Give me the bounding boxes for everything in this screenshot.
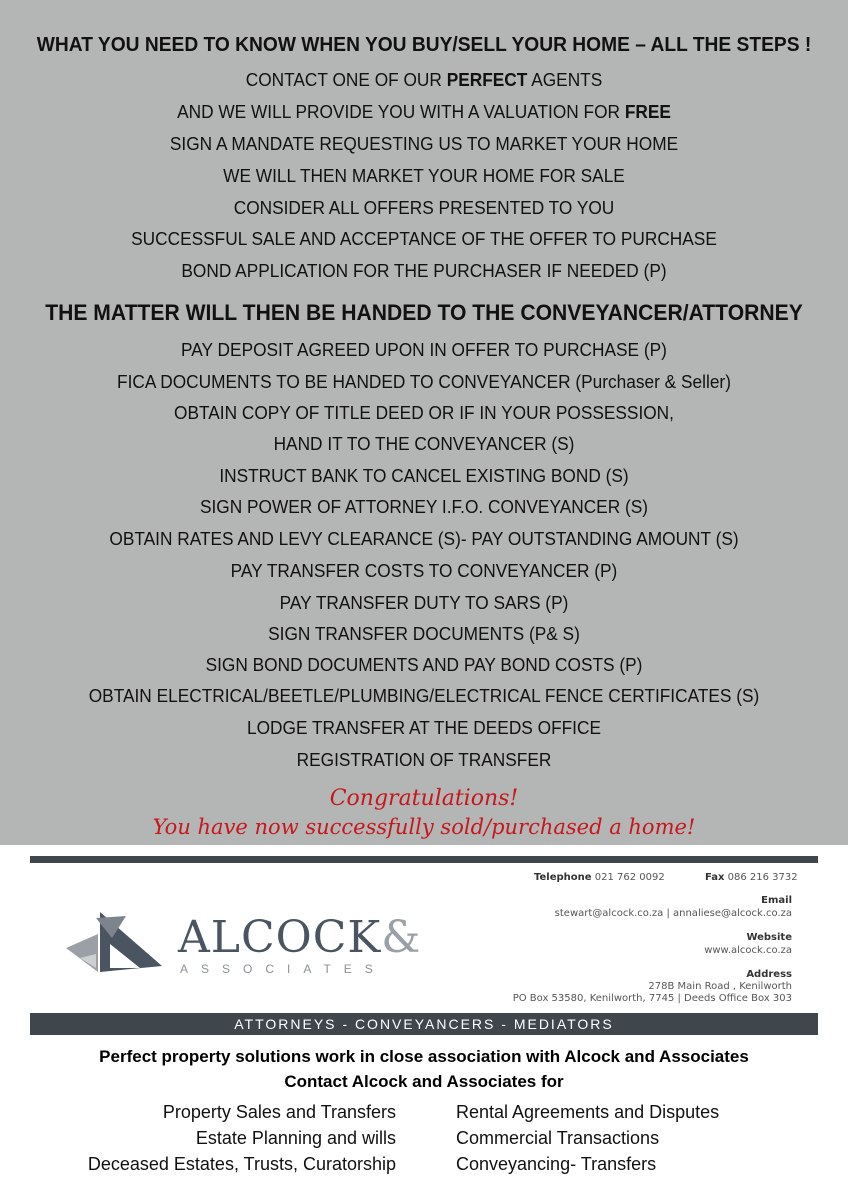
congrats-message: You have now successfully sold/purchased a home!	[152, 815, 696, 839]
conveyancer-step: REGISTRATION OF TRANSFER	[296, 750, 552, 770]
conveyancer-step: OBTAIN COPY OF TITLE DEED OR IF IN YOUR POSSESSION,	[174, 403, 674, 423]
conveyancer-step: HAND IT TO THE CONVEYANCER (S)	[273, 434, 575, 454]
intro-step-text: AGENTS	[527, 70, 603, 90]
telephone-label: Telephone	[534, 872, 592, 883]
conveyancer-step: OBTAIN ELECTRICAL/BEETLE/PLUMBING/ELECTRICAL FENCE CERTIFICATES (S)	[88, 686, 760, 706]
service-item: Deceased Estates, Trusts, Curatorship	[87, 1154, 396, 1174]
steps-title: WHAT YOU NEED TO KNOW WHEN YOU BUY/SELL YOUR HOME – ALL THE STEPS !	[36, 34, 812, 56]
letterhead-rule	[30, 856, 818, 863]
conveyancer-step: PAY DEPOSIT AGREED UPON IN OFFER TO PURCHASE (P)	[181, 340, 667, 360]
fax-label: Fax	[705, 872, 725, 883]
services-bar: ATTORNEYS - CONVEYANCERS - MEDIATORS	[30, 1013, 818, 1035]
telephone	[534, 872, 665, 883]
conveyancer-step: SIGN POWER OF ATTORNEY I.F.O. CONVEYANCER (S)	[199, 497, 649, 517]
intro-step-emphasis: FREE	[624, 102, 671, 122]
service-item: Estate Planning and wills	[195, 1128, 396, 1148]
seller-step: SUCCESSFUL SALE AND ACCEPTANCE OF THE OFFER TO PURCHASE	[131, 229, 717, 249]
seller-step: SIGN A MANDATE REQUESTING US TO MARKET YOUR HOME	[169, 134, 679, 154]
email-label: Email	[761, 895, 792, 906]
email-addresses: stewart@alcock.co.za | annaliese@alcock.co.za	[554, 908, 792, 919]
alcock-logo-icon	[66, 908, 166, 974]
logo-subtitle: ASSOCIATES	[180, 962, 386, 976]
website-url: www.alcock.co.za	[704, 945, 792, 956]
tagline-line-1: Perfect property solutions work in close association with Alcock and Associates	[99, 1047, 749, 1066]
intro-step	[17, 102, 831, 123]
conveyancer-step: SIGN BOND DOCUMENTS AND PAY BOND COSTS (P)	[205, 655, 643, 675]
intro-step-emphasis: PERFECT	[446, 70, 528, 90]
conveyancer-step: LODGE TRANSFER AT THE DEEDS OFFICE	[247, 718, 602, 738]
fax-number: 086 216 3732	[727, 872, 798, 883]
service-item: Conveyancing- Transfers	[456, 1154, 657, 1174]
seller-step: CONSIDER ALL OFFERS PRESENTED TO YOU	[233, 198, 615, 218]
congrats-title: Congratulations!	[329, 786, 519, 811]
tagline-line-2: Contact Alcock and Associates for	[284, 1072, 564, 1091]
intro-step-text: AND WE WILL PROVIDE YOU WITH A VALUATION FOR	[177, 102, 625, 122]
fax	[705, 872, 798, 883]
service-item: Property Sales and Transfers	[162, 1102, 396, 1122]
seller-step: BOND APPLICATION FOR THE PURCHASER IF NEEDED (P)	[181, 261, 667, 281]
intro-step-text: CONTACT ONE OF OUR	[245, 70, 447, 90]
intro-step	[17, 70, 831, 91]
conveyancer-step: SIGN TRANSFER DOCUMENTS (P& S)	[268, 624, 580, 644]
website-label: Website	[746, 932, 792, 943]
address-line-2: PO Box 53580, Kenilworth, 7745 | Deeds Office Box 303	[512, 993, 792, 1004]
telephone-number: 021 762 0092	[594, 872, 665, 883]
conveyancer-step: OBTAIN RATES AND LEVY CLEARANCE (S)- PAY OUTSTANDING AMOUNT (S)	[109, 529, 739, 549]
logo-wordmark	[178, 912, 421, 963]
conveyancer-step: FICA DOCUMENTS TO BE HANDED TO CONVEYANCER (Purchaser & Seller)	[117, 372, 731, 392]
conveyancer-step: PAY TRANSFER COSTS TO CONVEYANCER (P)	[230, 561, 618, 581]
service-item: Rental Agreements and Disputes	[456, 1102, 720, 1122]
conveyancer-step: INSTRUCT BANK TO CANCEL EXISTING BOND (S)	[219, 466, 629, 486]
conveyancer-heading: THE MATTER WILL THEN BE HANDED TO THE CONVEYANCER/ATTORNEY	[45, 300, 803, 325]
conveyancer-step: PAY TRANSFER DUTY TO SARS (P)	[279, 593, 569, 613]
service-item: Commercial Transactions	[456, 1128, 660, 1148]
logo-ampersand: &	[381, 912, 422, 963]
seller-step: WE WILL THEN MARKET YOUR HOME FOR SALE	[223, 166, 625, 186]
logo-name: ALCOCK	[178, 912, 382, 963]
address-label: Address	[746, 969, 792, 980]
address-line-1: 278B Main Road , Kenilworth	[648, 981, 792, 992]
